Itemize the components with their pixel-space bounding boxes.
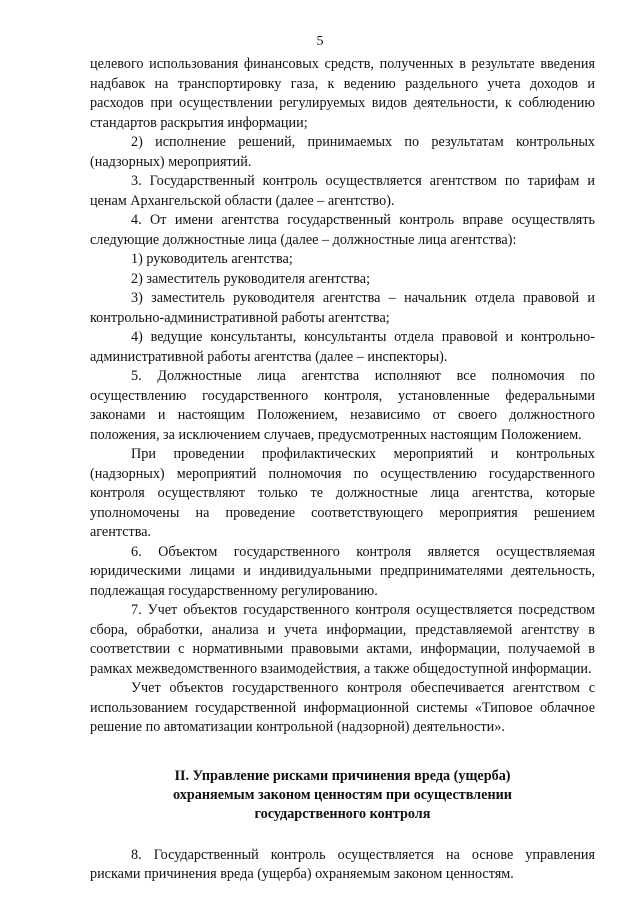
paragraph: 6. Объектом государственного контроля является осуществляемая юридическими лицами и индивидуальными предпринимателями деятельность, подлежащая государственному регулированию. (90, 543, 595, 599)
paragraph: целевого использования финансовых средств, полученных в результате введения надбавок на транспортировку газа, к ведению раздельного учета доходов и расходов при осуществлении регулируемых видов деятельности, к соблюдению стандартов раскрытия информации; (90, 56, 595, 131)
paragraph: 3) заместитель руководителя агентства – начальник отдела правовой и контрольно-административной работы агентства; (90, 290, 595, 326)
paragraph: 4) ведущие консультанты, консультанты отдела правовой и контрольно-административной работы агентства (далее – инспекторы). (90, 329, 595, 365)
section-heading-line: государственного контроля (254, 805, 431, 822)
paragraph: При проведении профилактических мероприятий и контрольных (надзорных) мероприятий полномочия по осуществлению государственного контроля осуществляют только те должностные лица агентства, которые уполномочены на проведение соответствующего мероприятия решением агентства. (90, 446, 595, 540)
section-heading-line: II. Управление рисками причинения вреда (ущерба) (174, 767, 511, 784)
section-heading (90, 738, 595, 846)
page-number: 5 (316, 34, 324, 49)
paragraph: Учет объектов государственного контроля обеспечивается агентством с использованием государственной информационной системы «Типовое облачное решение по автоматизации контрольной (надзорной) деятельности». (90, 680, 595, 735)
section-heading-line: охраняемым законом ценностям при осуществлении (173, 786, 512, 803)
paragraphs-before-heading (90, 55, 595, 738)
paragraphs-after-heading (90, 846, 595, 885)
paragraph: 2) заместитель руководителя агентства; (131, 270, 371, 287)
paragraph: 7. Учет объектов государственного контроля осуществляется посредством сбора, обработки, анализа и учета информации, представляемой агентству в соответствии с нормативными правовыми актами, информации, получаемой в рамках межведомственного взаимодействия, а также общедоступной информации. (90, 602, 595, 677)
paragraph: 1) руководитель агентства; (131, 251, 293, 267)
paragraph: 2) исполнение решений, принимаемых по результатам контрольных (надзорных) мероприятий. (90, 134, 595, 170)
paragraph: 4. От имени агентства государственный контроль вправе осуществлять следующие должностные лица (далее – должностные лица агентства): (90, 212, 595, 248)
paragraph: 5. Должностные лица агентства исполняют все полномочия по осуществлению государственного контроля, установленные федеральными законами и настоящим Положением, независимо от своего должностного положения, за исключением случаев, предусмотренных настоящим Положением. (90, 368, 595, 443)
document-body (90, 55, 595, 885)
paragraph: 8. Государственный контроль осуществляется на основе управления рисками причинения вреда (ущерба) охраняемым законом ценностям. (90, 846, 595, 882)
paragraph: 3. Государственный контроль осуществляется агентством по тарифам и ценам Архангельской области (далее – агентство). (90, 173, 595, 209)
